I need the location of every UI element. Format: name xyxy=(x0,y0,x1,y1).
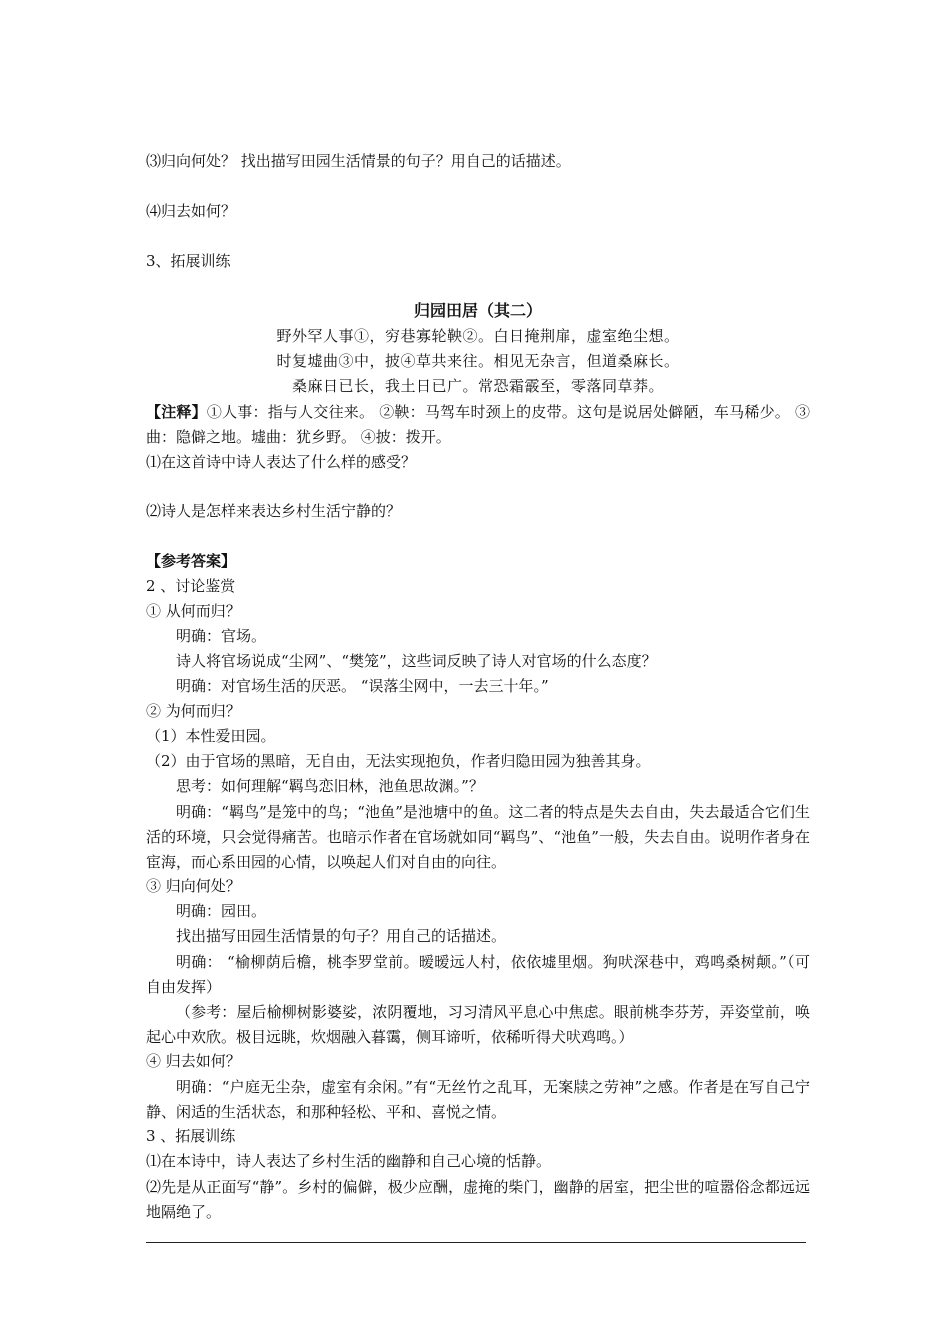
footer-divider xyxy=(146,1242,806,1243)
answer-2-point-2: （2）由于官场的黑暗，无自由，无法实现抱负，作者归隐田园为独善其身。 xyxy=(146,752,651,770)
poem-question-2: ⑵诗人是怎样来表达乡村生活宁静的？ xyxy=(146,502,402,520)
poem-question-1: ⑴在这首诗中诗人表达了什么样的感受？ xyxy=(146,453,417,471)
notes-label: 【注释】 xyxy=(146,403,207,421)
answer-3-title: ③ 归向何处？ xyxy=(146,877,241,895)
answer-1-title: ① 从何而归？ xyxy=(146,602,241,620)
answer-1-question: 诗人将官场说成“尘网”、“樊笼”，这些词反映了诗人对官场的什么态度？ xyxy=(176,652,657,670)
notes-text: ①人事：指与人交往来。 ②鞅：马驾车时颈上的皮带。这句是说居处僻陋，车马稀少。 ③曲：隐僻之地。墟曲：犹乡野。 ④披：拨开。 xyxy=(146,403,810,446)
extension-answer-2: ⑵先是从正面写“静”。乡村的偏僻，极少应酬，虚掩的柴门，幽静的居室，把尘世的喧嚣俗念都远远地隔绝了。 xyxy=(146,1178,810,1221)
answer-2-explanation: 明确：“羁鸟”是笼中的鸟；“池鱼”是池塘中的鱼。这二者的特点是失去自由，失去最适合它们生活的环境，只会觉得痛苦。也暗示作者在官场就如同“羁鸟”、“池鱼”一般，失去自由。说明作者身在宦海，而心系田园的心情，以唤起人们对自由的向往。 xyxy=(146,803,810,871)
answer-4-text: 明确：“户庭无尘杂，虚室有余闲。”有“无丝竹之乱耳，无案牍之劳神”之感。作者是在写自己宁静、闲适的生活状态，和那种轻松、平和、喜悦之情。 xyxy=(146,1078,810,1121)
answer-3-reference: （参考：屋后榆柳树影婆娑，浓阴覆地，习习清风平息心中焦虑。眼前桃李芬芳，弄姿堂前，唤起心中欢欣。极目远眺，炊烟融入暮霭，侧耳谛听，依稀听得犬吠鸡鸣。） xyxy=(146,1003,810,1046)
section-extension-training: 3、拓展训练 xyxy=(146,252,231,270)
poem-notes xyxy=(146,400,810,450)
answer-1-text-2: 明确：对官场生活的厌恶。 “误落尘网中，一去三十年。” xyxy=(176,677,549,695)
answer-3-text-2: 明确： “榆柳荫后檐，桃李罗堂前。暧暧远人村，依依墟里烟。狗吠深巷中，鸡鸣桑树颠。”（可自由发挥） xyxy=(146,953,810,996)
extension-answer-1: ⑴在本诗中，诗人表达了乡村生活的幽静和自己心境的恬静。 xyxy=(146,1152,552,1170)
answer-2-point-1: （1）本性爱田园。 xyxy=(146,727,276,745)
answer-4-title: ④ 归去如何？ xyxy=(146,1052,241,1070)
answer-3-text: 明确：园田。 xyxy=(176,902,267,920)
answers-header: 【参考答案】 xyxy=(146,552,237,570)
poem-line-3: 桑麻日已长，我土日已广。常恐霜霰至，零落同草莽。 xyxy=(291,377,664,395)
answers-section-2: 2 、讨论鉴赏 xyxy=(146,577,236,595)
answer-1-text: 明确：官场。 xyxy=(176,627,267,645)
document-page xyxy=(146,0,810,1344)
answers-section-3: 3 、拓展训练 xyxy=(146,1127,236,1145)
answer-3-question: 找出描写田园生活情景的句子？用自己的话描述。 xyxy=(176,927,507,945)
question-3: ⑶归向何处？ 找出描写田园生活情景的句子？用自己的话描述。 xyxy=(146,152,571,170)
question-4: ⑷归去如何？ xyxy=(146,202,237,220)
poem-line-2: 时复墟曲③中，披④草共来往。相见无杂言，但道桑麻长。 xyxy=(276,352,680,370)
answer-2-title: ② 为何而归？ xyxy=(146,702,241,720)
poem-line-1: 野外罕人事①，穷巷寡轮鞅②。白日掩荆扉，虚室绝尘想。 xyxy=(276,327,680,345)
poem-title: 归园田居（其二） xyxy=(413,301,542,320)
answer-2-think: 思考：如何理解“羁鸟恋旧林，池鱼思故渊。”？ xyxy=(176,777,484,795)
